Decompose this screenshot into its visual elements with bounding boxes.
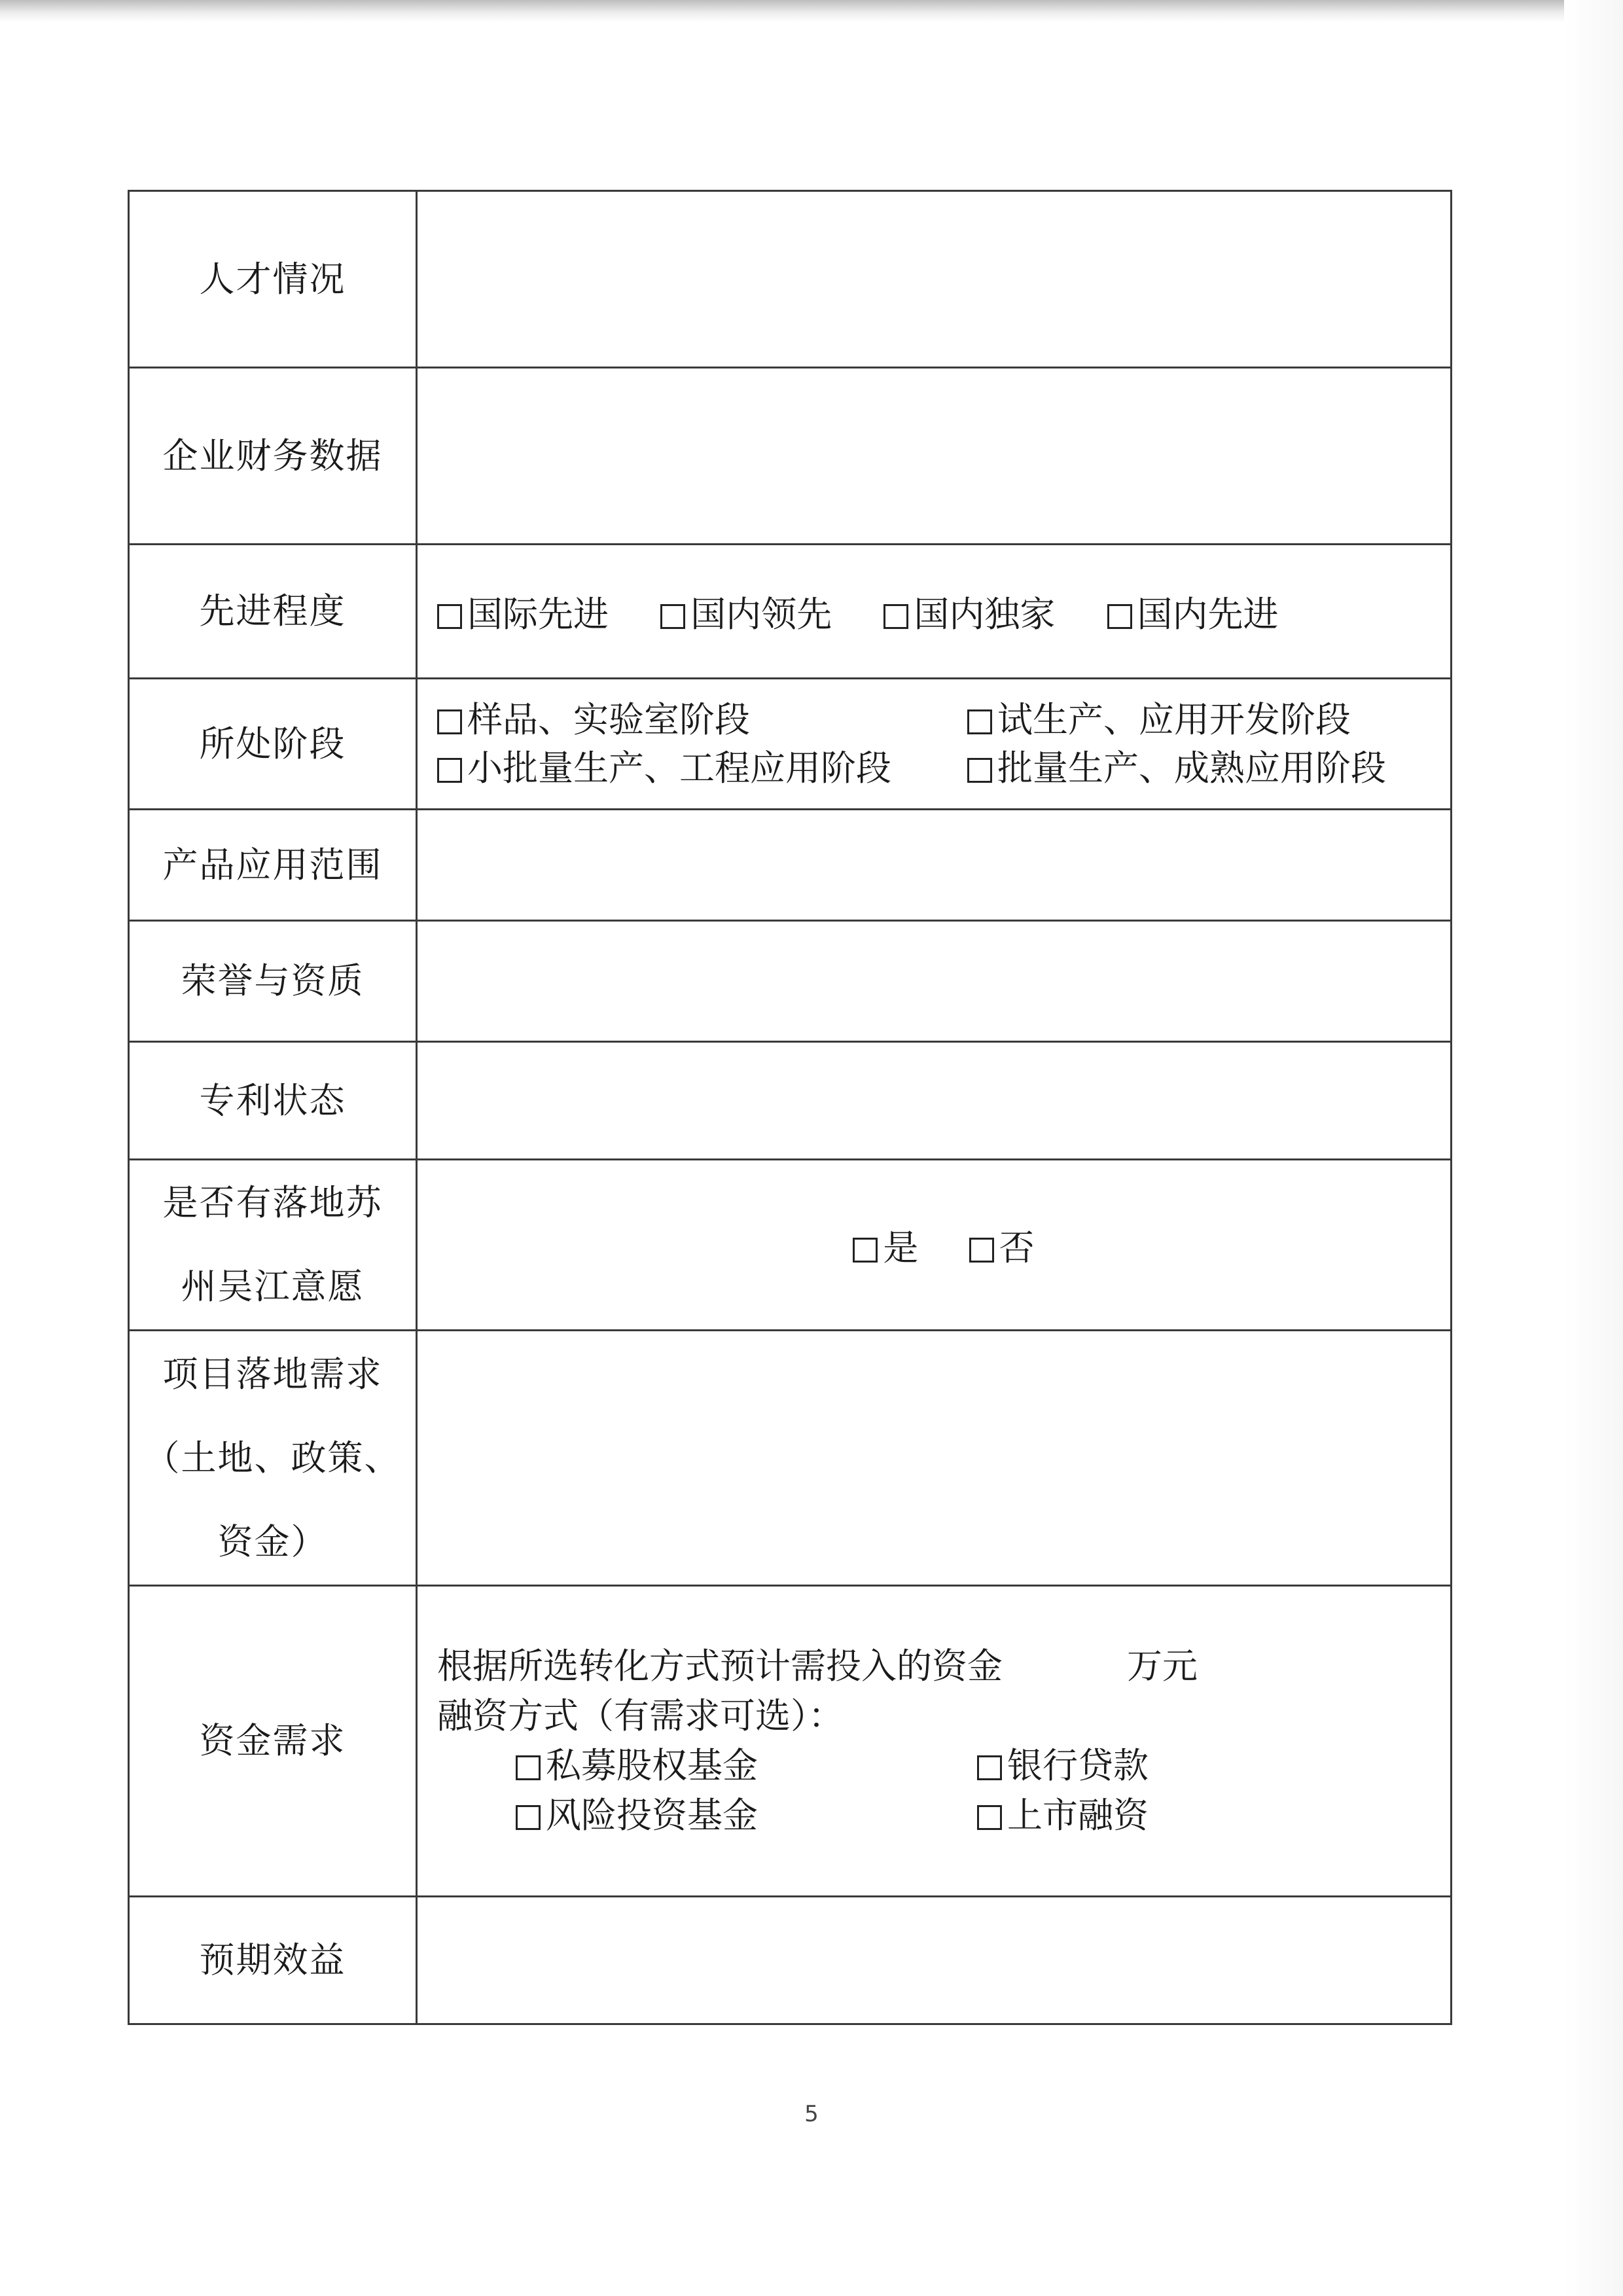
row-benefit: [129, 1897, 1452, 2024]
label-line: 是否有落地苏: [162, 1182, 383, 1223]
option-stage-trial[interactable]: [967, 698, 1465, 742]
option-label: 私募股权基金: [546, 1745, 758, 1786]
option-label: 风险投资基金: [546, 1795, 758, 1836]
checkbox-icon[interactable]: [969, 1238, 994, 1263]
funding-amount-line: [437, 1641, 1450, 1691]
row-level: [129, 545, 1452, 679]
scan-shadow-top: [0, 0, 1623, 22]
option-label: 国内独家: [914, 593, 1056, 635]
checkbox-icon[interactable]: [516, 1805, 541, 1830]
label-patent: 专利状态: [129, 1042, 417, 1160]
options-level: [417, 545, 1452, 679]
option-funding-bank-loan[interactable]: [977, 1741, 1344, 1791]
field-finance[interactable]: [417, 368, 1452, 545]
checkbox-icon[interactable]: [516, 1755, 541, 1780]
label-line: 资金）: [217, 1520, 328, 1562]
option-funding-venture-capital[interactable]: [516, 1791, 977, 1840]
funding-unit: 万元: [1127, 1645, 1198, 1687]
field-honors[interactable]: [417, 921, 1452, 1042]
option-label: 上市融资: [1007, 1795, 1149, 1836]
label-talent: 人才情况: [129, 191, 417, 368]
funding-amount-text: 根据所选转化方式预计需投入的资金: [437, 1645, 1003, 1687]
label-honors: 荣誉与资质: [129, 921, 417, 1042]
label-finance: 企业财务数据: [129, 368, 417, 545]
option-label: 国际先进: [467, 593, 609, 635]
option-level-domestic-leading[interactable]: [660, 594, 832, 635]
checkbox-icon[interactable]: [883, 604, 908, 629]
checkbox-icon[interactable]: [967, 758, 992, 783]
option-label: 批量生产、成熟应用阶段: [997, 747, 1386, 789]
label-funding: 资金需求: [129, 1586, 417, 1897]
option-stage-sample[interactable]: [437, 698, 967, 742]
checkbox-icon[interactable]: [853, 1238, 878, 1263]
option-label: 国内先进: [1137, 593, 1279, 635]
row-willing: [129, 1160, 1452, 1331]
option-label: 试生产、应用开发阶段: [997, 698, 1351, 740]
row-patent: [129, 1042, 1452, 1160]
checkbox-icon[interactable]: [977, 1805, 1002, 1830]
option-label: 是: [883, 1227, 919, 1268]
option-stage-mass[interactable]: [967, 746, 1465, 791]
funding-details: [417, 1586, 1452, 1897]
row-needs: [129, 1331, 1452, 1586]
row-funding: [129, 1586, 1452, 1897]
label-line: （土地、政策、: [144, 1437, 401, 1479]
checkbox-icon[interactable]: [967, 709, 992, 734]
label-level: 先进程度: [129, 545, 417, 679]
option-willing-yes[interactable]: [853, 1227, 918, 1268]
label-stage: 所处阶段: [129, 679, 417, 810]
field-needs[interactable]: [417, 1331, 1452, 1586]
label-line: 项目落地需求: [162, 1353, 383, 1395]
funding-method-text: 融资方式（有需求可选）：: [437, 1695, 844, 1736]
field-benefit[interactable]: [417, 1897, 1452, 2024]
checkbox-icon[interactable]: [437, 709, 462, 734]
options-willing: [417, 1160, 1452, 1331]
row-honors: [129, 921, 1452, 1042]
checkbox-icon[interactable]: [1107, 604, 1132, 629]
label-benefit: 预期效益: [129, 1897, 417, 2024]
label-willing: [129, 1160, 417, 1331]
project-info-form: [128, 190, 1452, 2025]
label-needs: [129, 1331, 417, 1586]
checkbox-icon[interactable]: [437, 758, 462, 783]
option-level-international[interactable]: [437, 594, 609, 635]
scan-shadow-right: [1564, 0, 1623, 2296]
checkbox-icon[interactable]: [660, 604, 685, 629]
option-willing-no[interactable]: [969, 1227, 1035, 1268]
page-number: 5: [804, 2101, 819, 2127]
option-level-domestic-advanced[interactable]: [1107, 594, 1279, 635]
option-funding-private-equity[interactable]: [516, 1741, 977, 1791]
field-scope[interactable]: [417, 810, 1452, 921]
label-scope: 产品应用范围: [129, 810, 417, 921]
option-stage-small-batch[interactable]: [437, 746, 967, 791]
checkbox-icon[interactable]: [437, 604, 462, 629]
funding-options: [437, 1741, 1450, 1840]
option-label: 银行贷款: [1007, 1745, 1149, 1786]
option-label: 否: [999, 1227, 1035, 1268]
row-talent: [129, 191, 1452, 368]
option-level-domestic-exclusive[interactable]: [883, 594, 1055, 635]
option-funding-ipo[interactable]: [977, 1791, 1344, 1840]
option-label: 小批量生产、工程应用阶段: [467, 747, 891, 789]
row-finance: [129, 368, 1452, 545]
option-label: 国内领先: [690, 593, 832, 635]
row-scope: [129, 810, 1452, 921]
label-line: 州吴江意愿: [181, 1266, 365, 1307]
checkbox-icon[interactable]: [977, 1755, 1002, 1780]
options-stage: [417, 679, 1452, 810]
option-label: 样品、实验室阶段: [467, 698, 750, 740]
field-patent[interactable]: [417, 1042, 1452, 1160]
field-talent[interactable]: [417, 191, 1452, 368]
row-stage: [129, 679, 1452, 810]
